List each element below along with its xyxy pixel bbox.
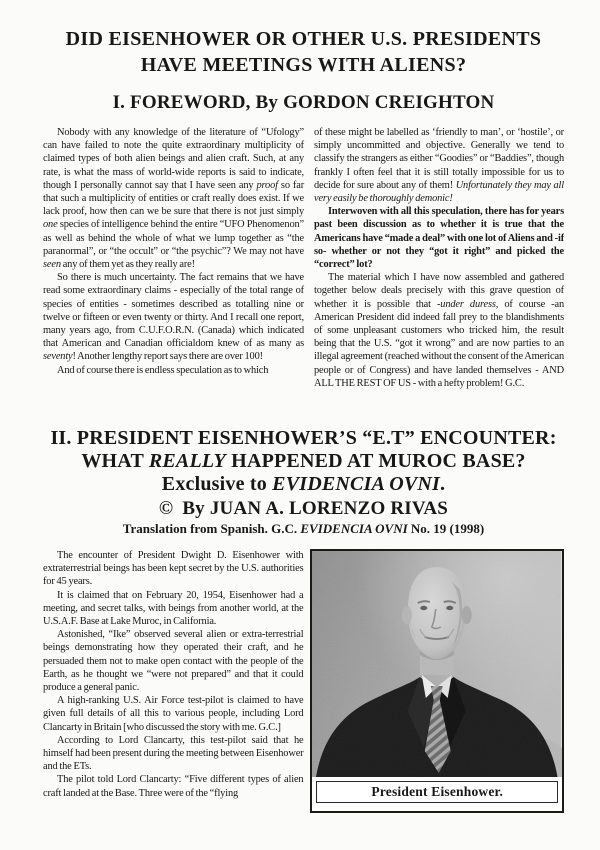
paragraph: And of course there is endless speculation as to which <box>57 364 269 376</box>
section2-translation-note: Translation from Spanish. G.C. EVIDENCIA OVNI No. 19 (1998) <box>122 521 485 536</box>
section2-heading <box>43 427 564 537</box>
paragraph: The encounter of President Dwight D. Eisenhower with extraterrestrial beings has been kept secret by the U.S. authorities for 45 years. <box>43 550 304 588</box>
paragraph: A high-ranking U.S. Air Force test-pilot is claimed to have given full details of all this to various people, including Lord Clancarty in Britain [who discussed the story with me. G.C.] <box>43 695 304 733</box>
section1-left-column <box>43 126 304 418</box>
section1-body <box>43 126 564 418</box>
section2-heading-line2: WHAT REALLY HAPPENED AT MUROC BASE? <box>81 450 526 472</box>
section1-right-column <box>314 126 564 418</box>
article-title-line2: HAVE MEETINGS WITH ALIENS? <box>140 54 467 76</box>
paragraph: According to Lord Clancarty, this test-pilot said that he himself had been present during the meeting between Eisenhower and the ETs. <box>43 734 304 773</box>
paragraph: The pilot told Lord Clancarty: “Five different types of alien craft landed at the Base. Three were of the “flying <box>43 774 304 799</box>
eisenhower-photo <box>312 551 562 777</box>
paragraph: The material which I have now assembled and gathered together below deals precisely with this grave question of whether it is possible that -under duress, of course -an American President did indeed fall prey to the blandishments of some unpleasant customers who tricked him, the result being that the U.S. “got it wrong” and are now parties to an illegal agreement (reached without the consent of the American people or of Congress) and have landed themselves - AND ALL THE REST OF US - with a hefty problem! G.C. <box>314 272 564 389</box>
section1-heading: I. FOREWORD, By GORDON CREIGHTON <box>112 92 495 113</box>
article-title-line1: DID EISENHOWER OR OTHER U.S. PRESIDENTS <box>65 28 542 50</box>
paragraph: of these might be labelled as ‘friendly to man’, or ‘hostile’, or simply uncommitted and objective. Generally we tend to classify the strangers as either “Goodies” or “Baddies”, though frankly I often feel that it is still totally impossible for us to decide for sure about any of them! Unfortunately they may all very easily be thoroughly demonic! <box>314 127 564 205</box>
paragraph: So there is much uncertainty. The fact remains that we have read some extraordinary claims - especially of the total range of species of entities - sometimes described as totalling nine or twelve or fifteen or even twenty or thirty. And I recall one report, many years ago, from C.U.F.O.R.N. (Canada) which indicated that American and Canadian officialdom knew of as many as seventy! Another lengthy report says there are over 100! <box>43 272 304 363</box>
section2-byline <box>43 496 564 521</box>
paragraph: Interwoven with all this speculation, there has for years past been discussion as to whether it is true that the Americans have “made a deal” with one lot of Aliens and -if so- whether or not they “got it right” and picked the “correct” lot? <box>314 206 564 271</box>
copyright-symbol: © <box>158 498 174 519</box>
paragraph: Astonished, “Ike” observed several alien or extra-terrestrial beings demonstrating how they operated their craft, and he persuaded them not to make open contact with the people of the Earth, as he thought we “were not prepared” and that it could produce a general panic. <box>43 629 304 694</box>
photo-caption: President Eisenhower. <box>316 781 558 803</box>
section2-heading-line1: II. PRESIDENT EISENHOWER’S “E.T” ENCOUNTER: <box>50 427 557 449</box>
paragraph: Nobody with any knowledge of the literature of “Ufology” can have failed to note the quite extraordinary multiplicity of claimed types of both alien beings and alien craft. Such, at any rate, is what the mass of world-wide reports is said to indicate, though I personally cannot say that I have seen any proof so far that such a multiplicity of entities or craft really does exist. If we lack proof, how then can we be sure that there is not just simply one species of intelligence behind the entire “UFO Phenomenon” as well as behind the whole of what we lump together as “the paranormal”, or “the occult” or “the psychic”? We may not have seen any of them yet as they really are! <box>43 127 304 271</box>
paragraph: It is claimed that on February 20, 1954, Eisenhower had a meeting, and secret talks, with beings from another world, at the U.S.A.F. Base at Lake Muroc, in California. <box>43 589 304 628</box>
section2-heading-line3: Exclusive to EVIDENCIA OVNI. <box>161 473 446 495</box>
article-title <box>43 26 564 78</box>
section2-left-column <box>43 549 303 821</box>
eisenhower-photo-frame <box>310 549 564 813</box>
byline-text: By JUAN A. LORENZO RIVAS <box>182 498 449 519</box>
section2-body <box>43 549 564 821</box>
